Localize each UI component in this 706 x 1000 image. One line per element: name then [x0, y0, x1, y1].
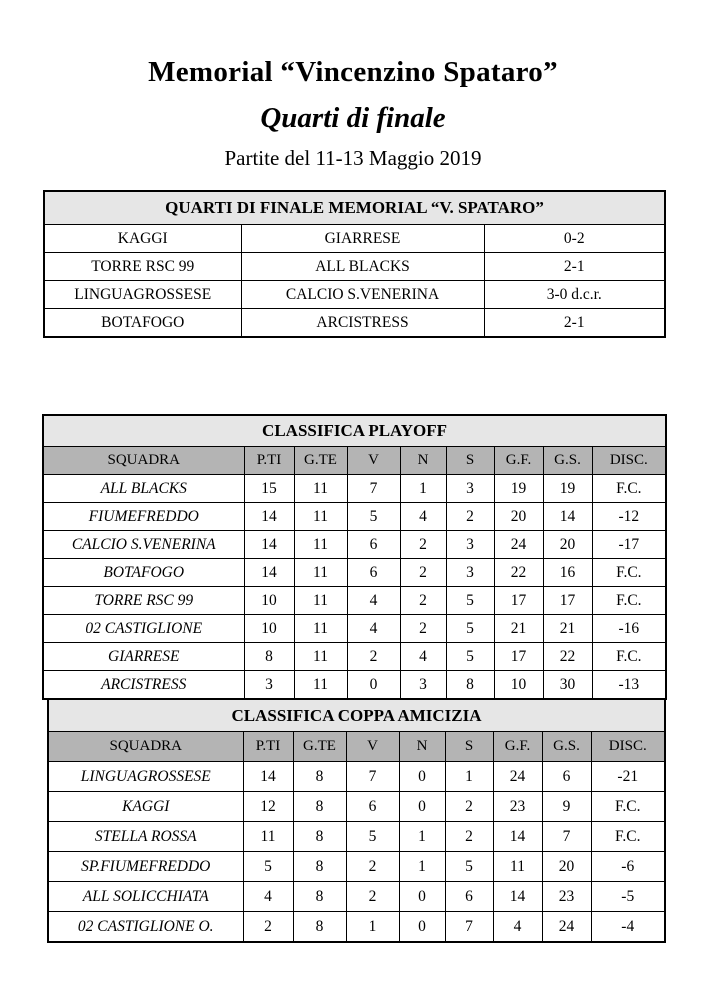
- discipline: -6: [591, 852, 665, 882]
- points: 14: [244, 503, 294, 531]
- standings-row: [43, 643, 666, 671]
- goals-for: 11: [493, 852, 542, 882]
- team-name: FIUMEFREDDO: [43, 503, 244, 531]
- wins: 4: [347, 587, 400, 615]
- playoff-header-row: [43, 415, 666, 447]
- losses: 3: [446, 559, 494, 587]
- goals-for: 19: [494, 475, 543, 503]
- discipline: -16: [592, 615, 666, 643]
- col-squadra: SQUADRA: [48, 732, 243, 762]
- losses: 3: [446, 531, 494, 559]
- discipline: F.C.: [592, 475, 666, 503]
- playoff-column-headers: [43, 447, 666, 475]
- losses: 1: [445, 762, 493, 792]
- home-team: KAGGI: [44, 225, 241, 253]
- match-dates: Partite del 11-13 Maggio 2019: [224, 146, 482, 170]
- goals-for: 20: [494, 503, 543, 531]
- games-played: 11: [294, 559, 347, 587]
- draws: 2: [400, 615, 446, 643]
- col-disc: DISC.: [591, 732, 665, 762]
- discipline: F.C.: [591, 792, 665, 822]
- points: 14: [243, 762, 293, 792]
- goals-against: 24: [542, 912, 591, 943]
- col-gs: G.S.: [542, 732, 591, 762]
- playoff-title: CLASSIFICA PLAYOFF: [43, 415, 666, 447]
- points: 10: [244, 587, 294, 615]
- quarti-header-row: [44, 191, 665, 225]
- team-name: SP.FIUMEFREDDO: [48, 852, 243, 882]
- coppa-rows: [48, 762, 665, 943]
- draws: 3: [400, 671, 446, 700]
- draws: 2: [400, 531, 446, 559]
- goals-against: 21: [543, 615, 592, 643]
- points: 4: [243, 882, 293, 912]
- team-name: ALL BLACKS: [43, 475, 244, 503]
- away-team: ARCISTRESS: [241, 309, 484, 338]
- goals-against: 22: [543, 643, 592, 671]
- coppa-column-headers: [48, 732, 665, 762]
- standings-row: [48, 912, 665, 943]
- col-squadra: SQUADRA: [43, 447, 244, 475]
- points: 12: [243, 792, 293, 822]
- team-name: ALL SOLICCHIATA: [48, 882, 243, 912]
- losses: 3: [446, 475, 494, 503]
- losses: 5: [446, 615, 494, 643]
- quarti-title: QUARTI DI FINALE MEMORIAL “V. SPATARO”: [44, 191, 665, 225]
- match-row: [44, 281, 665, 309]
- draws: 0: [399, 912, 445, 943]
- losses: 5: [446, 643, 494, 671]
- standings-row: [43, 531, 666, 559]
- col-gf: G.F.: [493, 732, 542, 762]
- goals-for: 17: [494, 643, 543, 671]
- losses: 2: [445, 822, 493, 852]
- home-team: TORRE RSC 99: [44, 253, 241, 281]
- goals-for: 24: [493, 762, 542, 792]
- wins: 6: [347, 559, 400, 587]
- col-disc: DISC.: [592, 447, 666, 475]
- match-row: [44, 309, 665, 338]
- draws: 4: [400, 503, 446, 531]
- match-row: [44, 253, 665, 281]
- losses: 7: [445, 912, 493, 943]
- discipline: -12: [592, 503, 666, 531]
- points: 3: [244, 671, 294, 700]
- coppa-title: CLASSIFICA COPPA AMICIZIA: [48, 699, 665, 732]
- goals-for: 21: [494, 615, 543, 643]
- games-played: 8: [293, 852, 346, 882]
- goals-for: 14: [493, 882, 542, 912]
- wins: 7: [347, 475, 400, 503]
- team-name: 02 CASTIGLIONE O.: [48, 912, 243, 943]
- points: 5: [243, 852, 293, 882]
- discipline: -17: [592, 531, 666, 559]
- discipline: -21: [591, 762, 665, 792]
- match-score: 3-0 d.c.r.: [484, 281, 665, 309]
- col-n: N: [400, 447, 446, 475]
- games-played: 8: [293, 822, 346, 852]
- games-played: 11: [294, 671, 347, 700]
- games-played: 8: [293, 882, 346, 912]
- team-name: 02 CASTIGLIONE: [43, 615, 244, 643]
- standings-row: [48, 792, 665, 822]
- match-score: 2-1: [484, 253, 665, 281]
- quarti-table: [43, 190, 666, 338]
- games-played: 8: [293, 912, 346, 943]
- games-played: 8: [293, 762, 346, 792]
- wins: 5: [347, 503, 400, 531]
- page-title: Memorial “Vincenzino Spataro”: [148, 56, 558, 88]
- goals-for: 10: [494, 671, 543, 700]
- goals-against: 23: [542, 882, 591, 912]
- draws: 4: [400, 643, 446, 671]
- losses: 2: [445, 792, 493, 822]
- goals-against: 19: [543, 475, 592, 503]
- team-name: GIARRESE: [43, 643, 244, 671]
- away-team: ALL BLACKS: [241, 253, 484, 281]
- games-played: 11: [294, 475, 347, 503]
- losses: 8: [446, 671, 494, 700]
- team-name: ARCISTRESS: [43, 671, 244, 700]
- goals-against: 9: [542, 792, 591, 822]
- wins: 6: [347, 531, 400, 559]
- discipline: F.C.: [592, 559, 666, 587]
- col-pti: P.TI: [244, 447, 294, 475]
- goals-for: 4: [493, 912, 542, 943]
- discipline: -5: [591, 882, 665, 912]
- standings-row: [43, 671, 666, 700]
- discipline: -4: [591, 912, 665, 943]
- games-played: 11: [294, 615, 347, 643]
- goals-for: 14: [493, 822, 542, 852]
- discipline: -13: [592, 671, 666, 700]
- goals-against: 16: [543, 559, 592, 587]
- draws: 1: [399, 852, 445, 882]
- coppa-header-row: [48, 699, 665, 732]
- standings-row: [43, 503, 666, 531]
- team-name: TORRE RSC 99: [43, 587, 244, 615]
- team-name: KAGGI: [48, 792, 243, 822]
- points: 15: [244, 475, 294, 503]
- standings-row: [48, 882, 665, 912]
- away-team: CALCIO S.VENERINA: [241, 281, 484, 309]
- col-n: N: [399, 732, 445, 762]
- standings-row: [48, 852, 665, 882]
- wins: 4: [347, 615, 400, 643]
- col-v: V: [347, 447, 400, 475]
- col-gte: G.TE: [294, 447, 347, 475]
- goals-against: 30: [543, 671, 592, 700]
- match-score: 0-2: [484, 225, 665, 253]
- wins: 2: [346, 852, 399, 882]
- goals-for: 23: [493, 792, 542, 822]
- goals-against: 6: [542, 762, 591, 792]
- goals-against: 14: [543, 503, 592, 531]
- playoff-table: [42, 414, 667, 700]
- goals-for: 24: [494, 531, 543, 559]
- team-name: CALCIO S.VENERINA: [43, 531, 244, 559]
- wins: 7: [346, 762, 399, 792]
- draws: 0: [399, 792, 445, 822]
- standings-row: [48, 822, 665, 852]
- goals-against: 20: [542, 852, 591, 882]
- points: 11: [243, 822, 293, 852]
- points: 14: [244, 559, 294, 587]
- col-gf: G.F.: [494, 447, 543, 475]
- discipline: F.C.: [592, 587, 666, 615]
- games-played: 11: [294, 531, 347, 559]
- goals-for: 17: [494, 587, 543, 615]
- away-team: GIARRESE: [241, 225, 484, 253]
- page-subtitle: Quarti di finale: [260, 102, 446, 134]
- team-name: STELLA ROSSA: [48, 822, 243, 852]
- draws: 0: [399, 762, 445, 792]
- team-name: BOTAFOGO: [43, 559, 244, 587]
- match-row: [44, 225, 665, 253]
- points: 14: [244, 531, 294, 559]
- goals-for: 22: [494, 559, 543, 587]
- games-played: 11: [294, 587, 347, 615]
- standings-row: [48, 762, 665, 792]
- goals-against: 20: [543, 531, 592, 559]
- standings-row: [43, 559, 666, 587]
- coppa-table: [47, 698, 666, 943]
- standings-row: [43, 615, 666, 643]
- standings-row: [43, 475, 666, 503]
- col-v: V: [346, 732, 399, 762]
- games-played: 11: [294, 503, 347, 531]
- playoff-rows: [43, 475, 666, 700]
- losses: 6: [445, 882, 493, 912]
- points: 10: [244, 615, 294, 643]
- col-gte: G.TE: [293, 732, 346, 762]
- draws: 1: [399, 822, 445, 852]
- col-pti: P.TI: [243, 732, 293, 762]
- draws: 2: [400, 587, 446, 615]
- wins: 5: [346, 822, 399, 852]
- col-gs: G.S.: [543, 447, 592, 475]
- wins: 1: [346, 912, 399, 943]
- standings-row: [43, 587, 666, 615]
- points: 8: [244, 643, 294, 671]
- home-team: BOTAFOGO: [44, 309, 241, 338]
- points: 2: [243, 912, 293, 943]
- team-name: LINGUAGROSSESE: [48, 762, 243, 792]
- draws: 0: [399, 882, 445, 912]
- games-played: 11: [294, 643, 347, 671]
- wins: 6: [346, 792, 399, 822]
- losses: 2: [446, 503, 494, 531]
- games-played: 8: [293, 792, 346, 822]
- wins: 2: [347, 643, 400, 671]
- losses: 5: [445, 852, 493, 882]
- goals-against: 17: [543, 587, 592, 615]
- draws: 1: [400, 475, 446, 503]
- goals-against: 7: [542, 822, 591, 852]
- draws: 2: [400, 559, 446, 587]
- wins: 2: [346, 882, 399, 912]
- discipline: F.C.: [591, 822, 665, 852]
- match-score: 2-1: [484, 309, 665, 338]
- discipline: F.C.: [592, 643, 666, 671]
- col-s: S: [445, 732, 493, 762]
- home-team: LINGUAGROSSESE: [44, 281, 241, 309]
- losses: 5: [446, 587, 494, 615]
- wins: 0: [347, 671, 400, 700]
- col-s: S: [446, 447, 494, 475]
